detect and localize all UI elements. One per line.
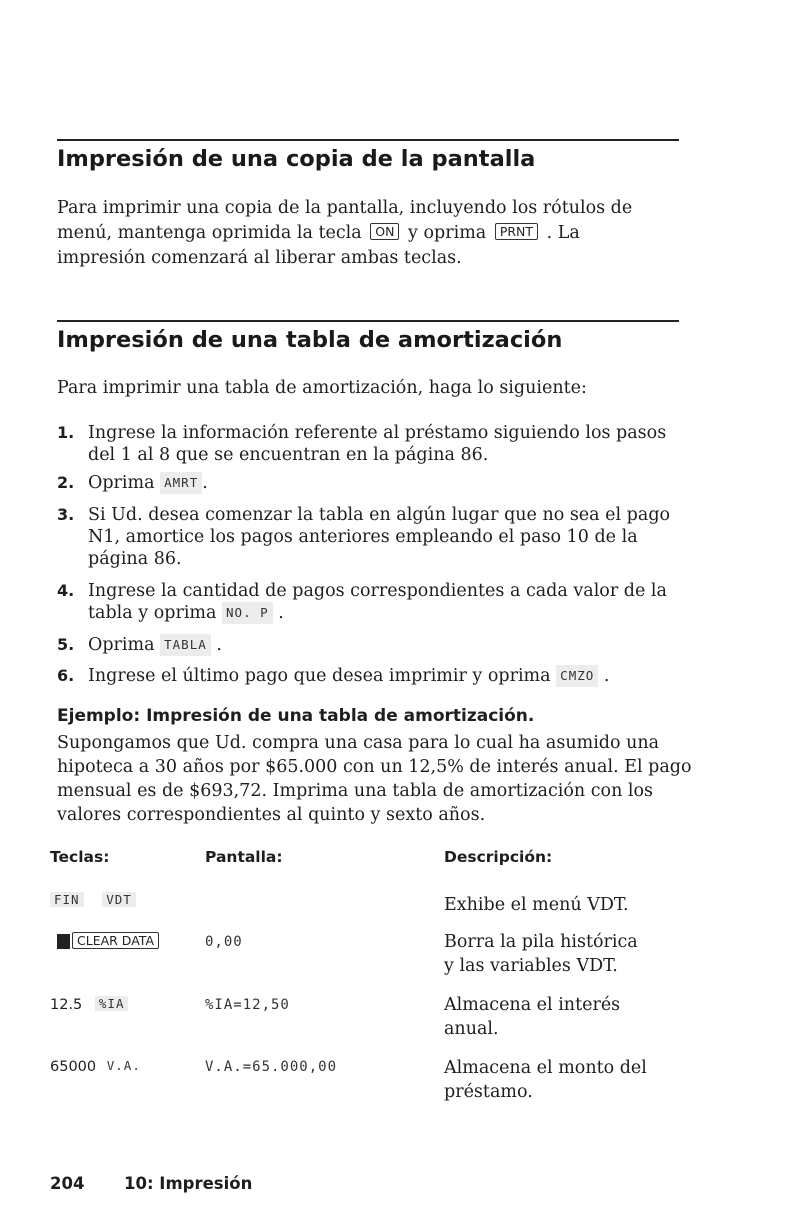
- table-row-description: Almacena el monto del préstamo.: [444, 1058, 647, 1102]
- column-header-keys: Teclas:: [50, 848, 110, 866]
- softkey-fin: FIN: [50, 892, 84, 907]
- step-item: 6. Ingrese el último pago que desea imprimir y oprima CMZO .: [57, 666, 610, 686]
- softkey-ia: %IA: [95, 996, 129, 1011]
- table-row-display: V.A.=65.000,00: [205, 1059, 338, 1075]
- shift-key-icon: [57, 934, 70, 949]
- section-rule: [57, 320, 679, 322]
- column-header-description: Descripción:: [444, 848, 553, 866]
- section-heading: Impresión de una tabla de amortización: [57, 327, 563, 353]
- table-row-keys: [50, 892, 136, 909]
- section-rule: [57, 139, 679, 141]
- prnt-key: PRNT: [495, 223, 538, 240]
- table-row-display: 0,00: [205, 934, 243, 950]
- example-text: Supongamos que Ud. compra una casa para lo cual ha asumido una hipoteca a 30 años por $65.000 con un 12,5% de interés anual. El pago mensual es de $693,72. Imprima una tabla de amortización con los valores correspondientes al quinto y sexto años.: [57, 733, 692, 825]
- table-row-display: %IA=12,50: [205, 997, 290, 1013]
- section-heading: Impresión de una copia de la pantalla: [57, 146, 536, 172]
- table-row-keys: [57, 932, 162, 951]
- example-title: Ejemplo: Impresión de una tabla de amortización.: [57, 706, 535, 726]
- column-header-display: Pantalla:: [205, 848, 283, 866]
- table-row-description: Almacena el interés anual.: [444, 995, 621, 1039]
- step-item: 5. Oprima TABLA .: [57, 635, 222, 655]
- softkey-va: V.A.: [106, 1058, 141, 1073]
- softkey-tabla: TABLA: [160, 634, 211, 656]
- text-line: menú, mantenga oprimida la tecla ON y oprima PRNT . La: [57, 223, 580, 243]
- intro-text: Para imprimir una tabla de amortización, haga lo siguiente:: [57, 378, 587, 398]
- page-number: 204: [50, 1174, 85, 1193]
- table-row-keys: 12.5 %IA: [50, 996, 128, 1013]
- table-row-description: Exhibe el menú VDT.: [444, 895, 629, 915]
- softkey-no-p: NO. P: [222, 602, 273, 624]
- softkey-amrt: AMRT: [160, 472, 202, 494]
- clear-data-key: CLEAR DATA: [72, 932, 159, 949]
- text-line: impresión comenzará al liberar ambas teclas.: [57, 248, 462, 268]
- table-row-description: Borra la pila histórica y las variables VDT.: [444, 932, 638, 976]
- table-row-keys: 65000 V.A.: [50, 1058, 145, 1075]
- chapter-title: 10: Impresión: [124, 1174, 253, 1193]
- on-key: ON: [370, 223, 399, 240]
- paragraph: [57, 196, 697, 271]
- step-item: 1. Ingrese la información referente al préstamo siguiendo los pasos del 1 al 8 que se encuentran en la página 86.: [57, 423, 667, 465]
- text-line: Para imprimir una copia de la pantalla, incluyendo los rótulos de: [57, 198, 633, 218]
- softkey-vdt: VDT: [102, 892, 136, 907]
- step-item: 3. Si Ud. desea comenzar la tabla en algún lugar que no sea el pago N1, amortice los pagos anteriores empleando el paso 10 de la página 86.: [57, 505, 671, 569]
- step-item: 2. Oprima AMRT .: [57, 473, 208, 493]
- step-item: 4. Ingrese la cantidad de pagos correspondientes a cada valor de la tabla y oprima NO. P .: [57, 581, 667, 623]
- softkey-cmzo: CMZO: [556, 665, 598, 687]
